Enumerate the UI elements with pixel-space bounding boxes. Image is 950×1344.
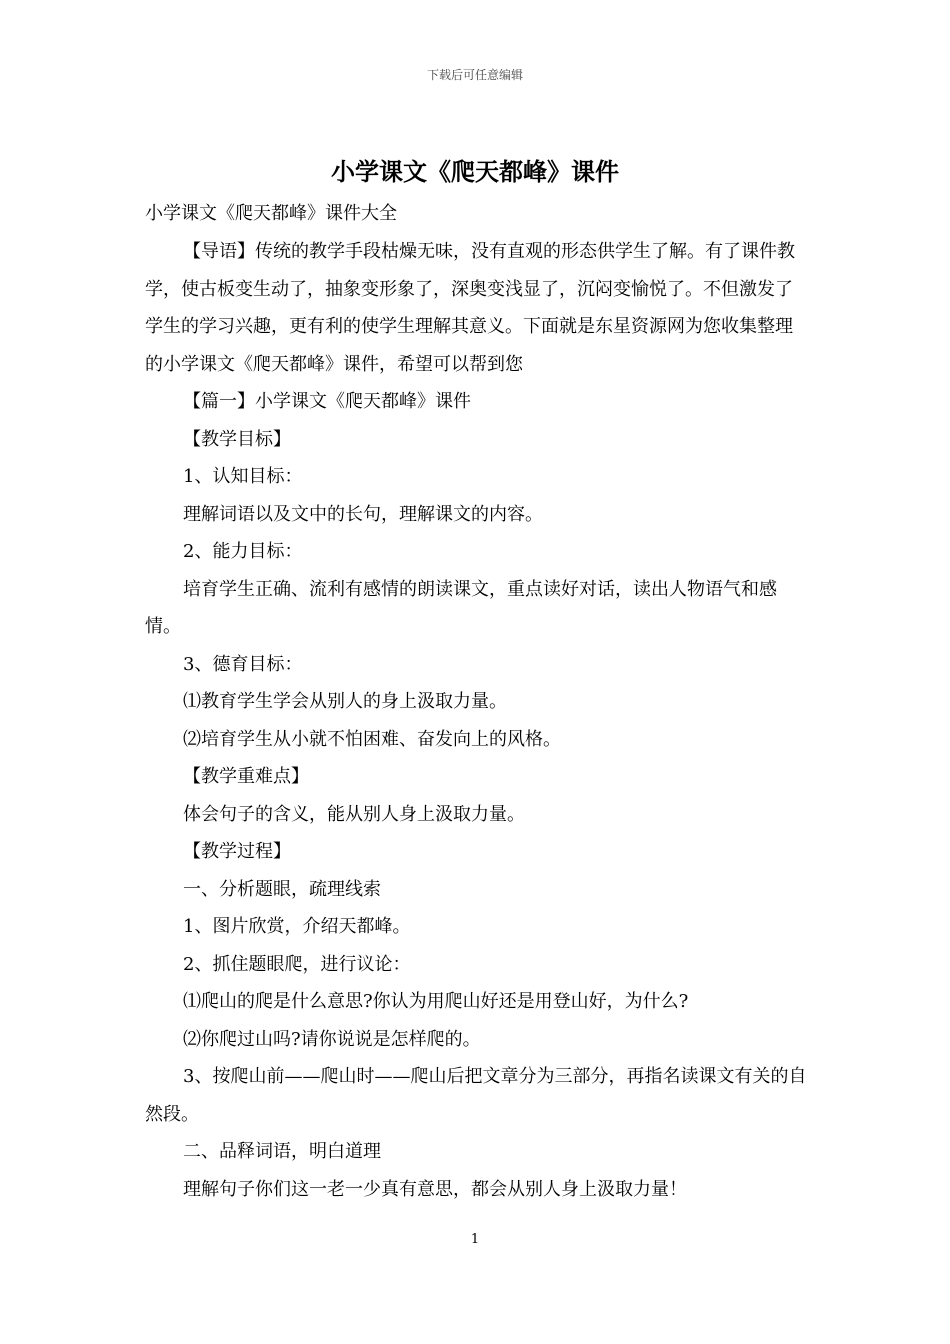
paragraph-step-one-item-3: 3、按爬山前——爬山时——爬山后把文章分为三部分，再指名读课文有关的自然段。 xyxy=(145,1066,807,1125)
document-title: 小学课文《爬天都峰》课件 xyxy=(331,157,619,186)
paragraph-question-2: ⑵你爬过山吗?请你说说是怎样爬的。 xyxy=(183,1028,481,1050)
paragraph-ability-goal: 2、能力目标： xyxy=(183,541,303,562)
paragraph-step-one: 一、分析题眼，疏理线索 xyxy=(183,878,381,900)
document-body xyxy=(145,196,809,1208)
paragraph-cognitive-goal-text: 理解词语以及文中的长句，理解课文的内容。 xyxy=(183,503,543,525)
paragraph-step-two-text: 理解句子你们这一老一少真有意思，都会从别人身上汲取力量！ xyxy=(183,1178,687,1200)
subtitle: 小学课文《爬天都峰》课件大全 xyxy=(145,203,397,224)
paragraph-step-one-item-2: 2、抓住题眼爬，进行议论： xyxy=(183,953,411,975)
paragraph-key-points-text: 体会句子的含义，能从别人身上汲取力量。 xyxy=(183,803,525,825)
paragraph-key-points: 【教学重难点】 xyxy=(183,766,309,787)
page-number: 1 xyxy=(470,1232,480,1247)
paragraph-step-one-item-1: 1、图片欣赏，介绍天都峰。 xyxy=(183,916,411,937)
paragraph-step-two: 二、品释词语，明白道理 xyxy=(183,1141,381,1162)
paragraph-ability-goal-text: 培育学生正确、流利有感情的朗读课文，重点读好对话，读出人物语气和感情。 xyxy=(145,578,777,637)
paragraph-question-1: ⑴爬山的爬是什么意思?你认为用爬山好还是用登山好，为什么? xyxy=(183,991,689,1012)
paragraph-moral-item-2: ⑵培育学生从小就不怕困难、奋发向上的风格。 xyxy=(183,728,561,750)
paragraph-teaching-goals: 【教学目标】 xyxy=(183,428,291,450)
paragraph-moral-item-1: ⑴教育学生学会从别人的身上汲取力量。 xyxy=(183,691,507,712)
paragraph-moral-goal: 3、德育目标： xyxy=(183,653,303,675)
paragraph-teaching-process: 【教学过程】 xyxy=(183,841,291,862)
paragraph-intro: 【导语】传统的教学手段枯燥无味，没有直观的形态供学生了解。有了课件教学，使古板变生动了，抽象变形象了，深奥变浅显了，沉闷变愉悦了。不但激发了学生的学习兴趣，更有利的使学生理解其意义。下面就是东星资源网为您收集整理的小学课文《爬天都峰》课件，希望可以帮到您 xyxy=(145,241,795,375)
paragraph-cognitive-goal: 1、认知目标： xyxy=(183,466,303,487)
header-note: 下载后可任意编辑 xyxy=(426,68,523,82)
paragraph-section-one: 【篇一】小学课文《爬天都峰》课件 xyxy=(183,391,471,412)
